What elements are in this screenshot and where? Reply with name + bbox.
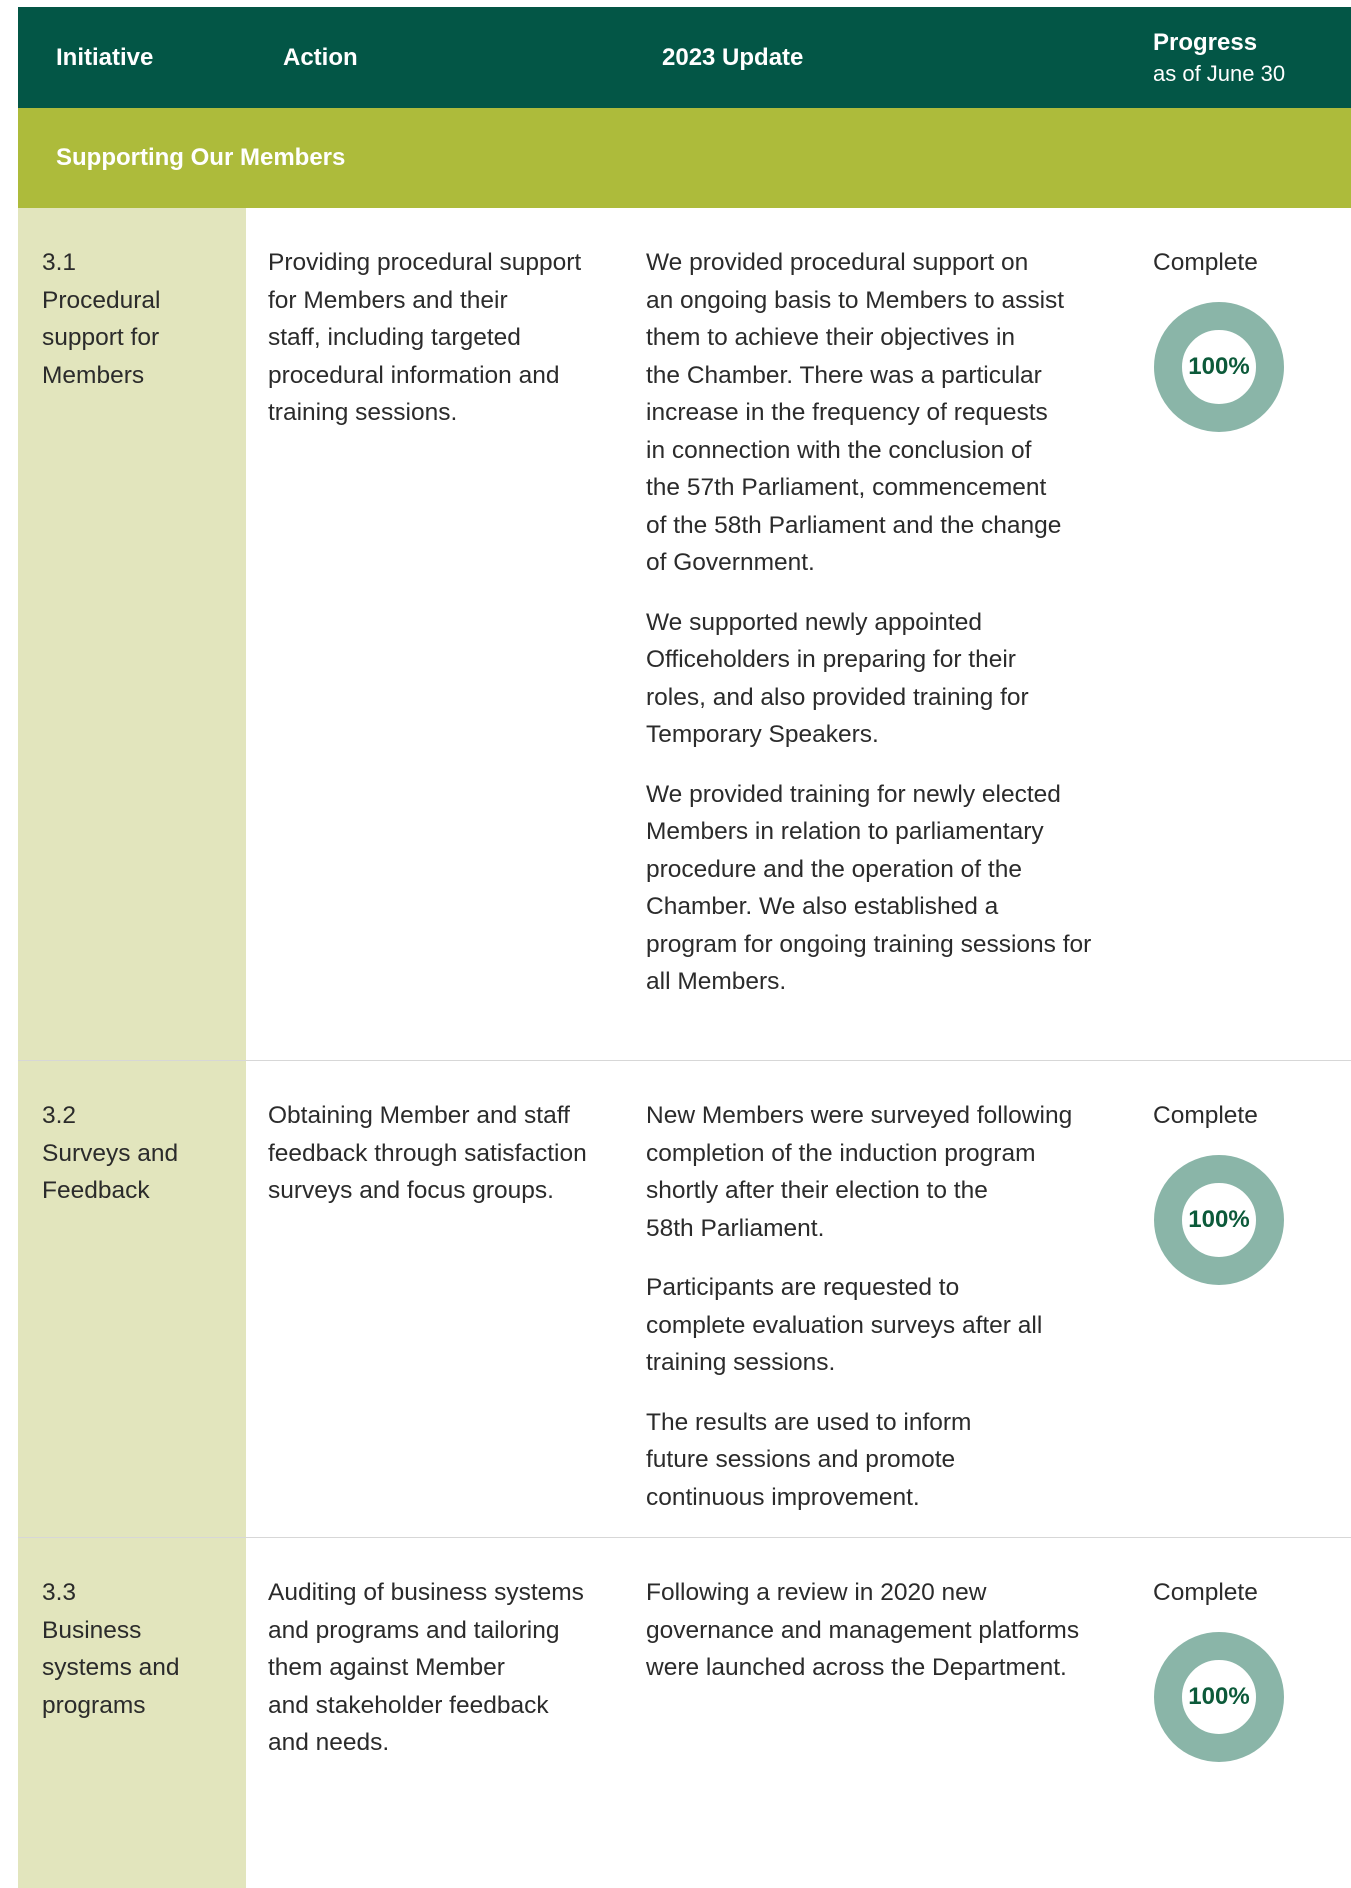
action-line: training sessions. <box>268 399 458 426</box>
update-line: of the 58th Parliament and the change <box>646 511 1062 539</box>
action-line: feedback through satisfaction <box>268 1139 587 1167</box>
update-paragraph <box>646 604 1126 754</box>
update-line: the 57th Parliament, commencement <box>646 474 1047 501</box>
update-line: them to achieve their objectives in <box>646 324 1016 351</box>
update-paragraph <box>646 1269 1126 1382</box>
action-line: Auditing of business systems <box>268 1579 584 1606</box>
update-paragraph <box>646 1574 1126 1687</box>
progress-donut <box>1153 1631 1285 1763</box>
update-line: We provided procedural support on <box>646 249 1029 276</box>
update-line: were launched across the Department. <box>646 1654 1067 1681</box>
update-paragraph <box>646 244 1126 582</box>
action-cell <box>268 244 618 432</box>
update-cell <box>646 1097 1126 1538</box>
update-line: program for ongoing training sessions for <box>646 930 1092 958</box>
action-line: Obtaining Member and staff <box>268 1102 570 1129</box>
initiative-line: 3.2 <box>42 1102 77 1129</box>
action-line: procedural information and <box>268 361 560 389</box>
initiative-cell <box>42 1574 232 1724</box>
initiative-line: Surveys and <box>42 1139 179 1167</box>
initiative-cell <box>42 244 232 394</box>
update-cell <box>646 1574 1126 1709</box>
progress-percent: 100% <box>1188 353 1250 380</box>
initiative-line: Procedural <box>42 286 161 314</box>
update-line: shortly after their election to the <box>646 1177 988 1204</box>
section-heading: Supporting Our Members <box>18 108 1351 208</box>
update-line: 58th Parliament. <box>646 1214 825 1242</box>
update-line: The results are used to inform <box>646 1408 972 1436</box>
update-paragraph <box>646 1097 1126 1247</box>
header-progress: Progress as of June 30 <box>1153 28 1286 86</box>
initiative-cell <box>42 1097 232 1210</box>
header-action: Action <box>283 43 358 71</box>
update-line: Officeholders in preparing for their <box>646 646 1016 673</box>
initiative-line: systems and <box>42 1654 180 1681</box>
initiative-line: Members <box>42 361 145 389</box>
initiative-line: Business <box>42 1616 142 1644</box>
action-line: and stakeholder feedback <box>268 1691 549 1719</box>
status-text: Complete <box>1153 249 1258 276</box>
update-line: continuous improvement. <box>646 1483 920 1511</box>
header-progress-subtitle: as of June 30 <box>1153 60 1286 86</box>
update-line: training sessions. <box>646 1349 836 1376</box>
action-cell <box>268 1097 618 1210</box>
update-paragraph <box>646 776 1126 1001</box>
update-line: future sessions and promote <box>646 1446 956 1473</box>
action-line: staff, including targeted <box>268 324 521 351</box>
update-line: in connection with the conclusion of <box>646 436 1032 464</box>
table-row <box>18 208 1351 1061</box>
initiative-line: Feedback <box>42 1177 150 1204</box>
update-paragraph <box>646 1404 1126 1517</box>
progress-percent: 100% <box>1188 1206 1250 1233</box>
update-line: New Members were surveyed following <box>646 1102 1073 1129</box>
update-line: Following a review in 2020 new <box>646 1579 987 1606</box>
progress-donut <box>1153 301 1285 433</box>
action-line: Providing procedural support <box>268 249 582 276</box>
update-line: all Members. <box>646 968 787 995</box>
action-line: and programs and tailoring <box>268 1616 560 1644</box>
update-line: an ongoing basis to Members to assist <box>646 286 1065 314</box>
update-cell <box>646 244 1126 1023</box>
update-line: complete evaluation surveys after all <box>646 1311 1043 1339</box>
progress-percent: 100% <box>1188 1683 1250 1710</box>
progress-donut <box>1153 1154 1285 1286</box>
update-line: increase in the frequency of requests <box>646 399 1048 426</box>
action-line: for Members and their <box>268 286 508 314</box>
update-line: Chamber. We also established a <box>646 893 999 920</box>
update-line: Temporary Speakers. <box>646 721 879 748</box>
table-row <box>18 1538 1351 1888</box>
initiative-line: 3.3 <box>42 1579 77 1606</box>
update-line: procedure and the operation of the <box>646 855 1022 883</box>
update-line: We provided training for newly elected <box>646 780 1061 808</box>
progress-table <box>18 7 1351 1888</box>
update-line: Participants are requested to <box>646 1274 960 1301</box>
table-header <box>18 7 1351 108</box>
update-line: We supported newly appointed <box>646 608 982 636</box>
update-line: Members in relation to parliamentary <box>646 818 1044 845</box>
action-line: and needs. <box>268 1729 390 1756</box>
header-update: 2023 Update <box>662 43 804 71</box>
action-line: surveys and focus groups. <box>268 1177 554 1204</box>
update-line: governance and management platforms <box>646 1616 1080 1644</box>
update-line: the Chamber. There was a particular <box>646 361 1042 389</box>
update-line: of Government. <box>646 549 815 576</box>
update-line: completion of the induction program <box>646 1139 1036 1167</box>
status-text: Complete <box>1153 1579 1258 1606</box>
initiative-line: programs <box>42 1691 146 1719</box>
initiative-line: support for <box>42 324 160 351</box>
action-cell <box>268 1574 618 1762</box>
status-text: Complete <box>1153 1102 1258 1129</box>
update-line: roles, and also provided training for <box>646 683 1029 711</box>
table-row <box>18 1061 1351 1538</box>
action-line: them against Member <box>268 1654 505 1681</box>
header-initiative: Initiative <box>56 43 154 71</box>
initiative-line: 3.1 <box>42 249 77 276</box>
